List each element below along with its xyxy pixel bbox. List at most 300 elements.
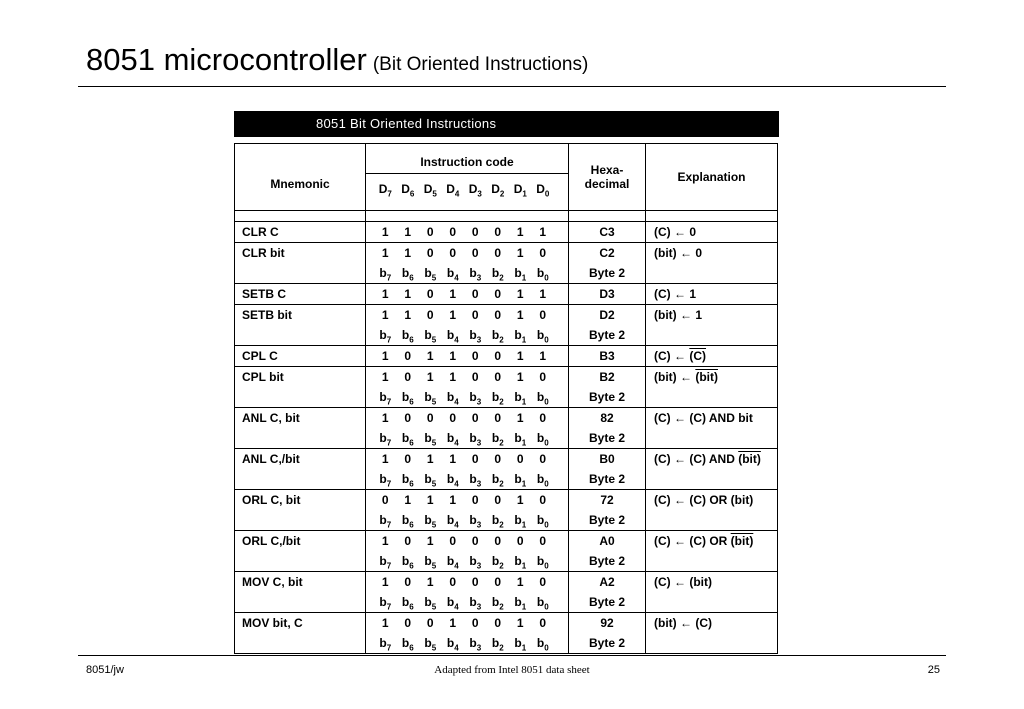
hex-value: B0 — [599, 452, 615, 466]
footer-left: 8051/jw — [86, 664, 124, 676]
hex-cell — [569, 284, 646, 305]
bit-value: $b_5$ — [424, 636, 437, 653]
byte2-bits — [374, 551, 554, 571]
bit-value: $b_7$ — [379, 513, 392, 530]
explanation-cell — [646, 613, 778, 654]
spacer-cell — [569, 211, 646, 222]
bit-value: 1 — [426, 349, 434, 363]
header-bit-label: $D_1$ — [513, 181, 527, 198]
opcode-bits — [374, 305, 554, 325]
opcode-bits — [374, 243, 554, 263]
instruction-code-cell — [366, 222, 569, 243]
explanation-line — [654, 222, 777, 242]
bit-value: 1 — [381, 308, 389, 322]
bit-value: 1 — [426, 534, 434, 548]
bit-value: 1 — [449, 616, 457, 630]
bit-value: 0 — [426, 411, 434, 425]
bit-value: 0 — [494, 411, 502, 425]
bit-value: 0 — [539, 534, 547, 548]
hex-cell — [569, 346, 646, 367]
explanation-cell — [646, 305, 778, 346]
bit-value: 1 — [516, 349, 524, 363]
bit-value: $b_7$ — [379, 431, 392, 448]
explanation-cell — [646, 367, 778, 408]
hex-cell — [569, 305, 646, 346]
bit-value: 0 — [449, 575, 457, 589]
opcode-bits — [374, 613, 554, 633]
byte2-bits — [374, 592, 554, 612]
bit-value: $b_7$ — [379, 636, 392, 653]
bit-value: 0 — [426, 287, 434, 301]
bit-value: $b_0$ — [536, 554, 549, 571]
explanation-cell — [646, 572, 778, 613]
bit-value: 1 — [539, 287, 547, 301]
mnemonic-cell — [235, 490, 366, 531]
bit-value: 1 — [381, 575, 389, 589]
footer-source: Adapted from Intel 8051 data sheet — [434, 664, 590, 676]
opcode-bits — [374, 346, 554, 366]
bit-value: 0 — [449, 225, 457, 239]
bit-value: 1 — [449, 493, 457, 507]
bit-value: 0 — [426, 616, 434, 630]
bit-value: 1 — [404, 308, 412, 322]
byte2-label: Byte 2 — [588, 595, 626, 609]
bit-value: 0 — [539, 370, 547, 384]
bit-value: $b_2$ — [491, 513, 504, 530]
bit-value: $b_4$ — [446, 266, 459, 283]
hex-cell — [569, 408, 646, 449]
bit-value: 1 — [381, 616, 389, 630]
mnemonic-text: SETB C — [242, 287, 287, 301]
explanation-text: (C) ← (C) OR (bit) — [654, 534, 754, 548]
bit-value: 1 — [381, 370, 389, 384]
bit-value: $b_3$ — [469, 595, 482, 612]
table-row — [235, 408, 778, 449]
explanation-line — [654, 531, 777, 551]
bit-value: $b_1$ — [514, 431, 527, 448]
bit-value: $b_3$ — [469, 636, 482, 653]
bit-value: 1 — [381, 349, 389, 363]
hex-value: C3 — [599, 225, 615, 239]
bit-value: $b_6$ — [401, 636, 414, 653]
mnemonic-cell — [235, 305, 366, 346]
bit-value: $b_0$ — [536, 328, 549, 345]
instruction-code-cell — [366, 408, 569, 449]
bit-value: 0 — [471, 616, 479, 630]
header-explanation-label: Explanation — [677, 170, 746, 184]
instruction-code-cell — [366, 243, 569, 284]
byte2-label: Byte 2 — [588, 636, 626, 650]
bit-value: $b_0$ — [536, 595, 549, 612]
byte2-label: Byte 2 — [588, 472, 626, 486]
bit-value: 0 — [494, 575, 502, 589]
explanation-line — [654, 346, 777, 366]
hex-cell — [569, 243, 646, 284]
hex-cell — [569, 367, 646, 408]
byte2-bits — [374, 633, 554, 653]
header-bit-label: $D_4$ — [446, 181, 460, 198]
mnemonic-cell — [235, 346, 366, 367]
table-row — [235, 490, 778, 531]
explanation-text: (C) ← (C) AND bit — [654, 411, 753, 425]
explanation-line — [654, 490, 777, 510]
bit-value: 0 — [539, 493, 547, 507]
bit-value: 1 — [381, 411, 389, 425]
explanation-text: (C) ← (C) OR (bit) — [654, 493, 754, 507]
explanation-cell — [646, 243, 778, 284]
bit-value: 0 — [471, 411, 479, 425]
bit-value: $b_1$ — [514, 328, 527, 345]
header-bit-label: $D_0$ — [536, 181, 550, 198]
bit-value: $b_4$ — [446, 554, 459, 571]
bit-value: 1 — [426, 452, 434, 466]
bit-value: 0 — [471, 452, 479, 466]
explanation-cell — [646, 531, 778, 572]
bit-value: 1 — [516, 411, 524, 425]
bit-value: $b_5$ — [424, 328, 437, 345]
bit-value: $b_2$ — [491, 431, 504, 448]
bit-value: 1 — [449, 308, 457, 322]
bit-value: $b_3$ — [469, 554, 482, 571]
bit-value: $b_0$ — [536, 390, 549, 407]
mnemonic-text: MOV C, bit — [242, 575, 303, 589]
bit-value: $b_2$ — [491, 554, 504, 571]
bit-value: 0 — [494, 246, 502, 260]
bit-value: $b_7$ — [379, 595, 392, 612]
header-bit-label: $D_3$ — [468, 181, 482, 198]
bit-value: 0 — [426, 246, 434, 260]
bit-value: $b_2$ — [491, 472, 504, 489]
explanation-text: (C) ← (bit) — [654, 575, 712, 589]
header-mnemonic-label: Mnemonic — [270, 177, 330, 191]
bit-value: 0 — [516, 534, 524, 548]
spacer-cell — [235, 211, 366, 222]
bit-value: 1 — [404, 246, 412, 260]
opcode-bits — [374, 367, 554, 387]
bit-value: $b_2$ — [491, 328, 504, 345]
bit-value: $b_2$ — [491, 390, 504, 407]
mnemonic-text: ORL C, bit — [242, 493, 301, 507]
mnemonic-text: SETB bit — [242, 308, 292, 322]
bit-value: 1 — [516, 616, 524, 630]
bit-value: 1 — [381, 534, 389, 548]
bit-value: $b_3$ — [469, 431, 482, 448]
mnemonic-text: MOV bit, C — [242, 616, 303, 630]
instruction-code-cell — [366, 572, 569, 613]
bit-value: 1 — [539, 225, 547, 239]
mnemonic-text: ANL C,/bit — [242, 452, 300, 466]
bit-value: $b_5$ — [424, 554, 437, 571]
bit-value: $b_1$ — [514, 595, 527, 612]
header-mnemonic — [235, 144, 366, 211]
bit-value: 0 — [494, 493, 502, 507]
bit-value: 0 — [471, 287, 479, 301]
bit-value: 1 — [404, 287, 412, 301]
byte2-label: Byte 2 — [588, 513, 626, 527]
bit-value: $b_1$ — [514, 636, 527, 653]
explanation-text: (bit) ← 0 — [654, 246, 702, 260]
explanation-text: (C) ← (C) AND (bit) — [654, 452, 761, 466]
table-row — [235, 243, 778, 284]
byte2-label: Byte 2 — [588, 266, 626, 280]
instruction-code-cell — [366, 284, 569, 305]
bit-value: 1 — [516, 287, 524, 301]
bit-value: $b_5$ — [424, 595, 437, 612]
opcode-bits — [374, 572, 554, 592]
hex-value: A2 — [599, 575, 615, 589]
explanation-cell — [646, 490, 778, 531]
bit-value: 0 — [539, 308, 547, 322]
byte2-label: Byte 2 — [588, 390, 626, 404]
header-instruction-code — [366, 144, 569, 211]
bit-value: 1 — [381, 225, 389, 239]
bit-value: $b_7$ — [379, 390, 392, 407]
explanation-cell — [646, 284, 778, 305]
bit-value: 0 — [471, 246, 479, 260]
bit-value: $b_3$ — [469, 472, 482, 489]
bit-value: 0 — [471, 534, 479, 548]
explanation-text: (C) ← 0 — [654, 225, 696, 239]
instruction-code-cell — [366, 305, 569, 346]
bit-value: $b_5$ — [424, 431, 437, 448]
bit-value: 1 — [516, 246, 524, 260]
bit-value: 0 — [471, 575, 479, 589]
hex-value: B3 — [599, 349, 615, 363]
instruction-code-cell — [366, 490, 569, 531]
bit-value: 1 — [516, 225, 524, 239]
instruction-code-cell — [366, 367, 569, 408]
hex-cell — [569, 531, 646, 572]
mnemonic-text: CLR bit — [242, 246, 285, 260]
bit-value: $b_7$ — [379, 328, 392, 345]
bit-value: 1 — [404, 493, 412, 507]
bit-value: 0 — [494, 370, 502, 384]
bit-value: 0 — [471, 493, 479, 507]
hex-value: 92 — [600, 616, 614, 630]
opcode-bits — [374, 449, 554, 469]
bit-value: 1 — [381, 287, 389, 301]
byte2-bits — [374, 469, 554, 489]
bit-value: $b_6$ — [401, 266, 414, 283]
bit-value: 0 — [404, 370, 412, 384]
explanation-text: (C) ← (C) — [654, 349, 706, 363]
bit-value: 0 — [449, 534, 457, 548]
hex-value: D3 — [599, 287, 615, 301]
footer-divider — [78, 655, 946, 656]
byte2-bits — [374, 387, 554, 407]
bit-value: 0 — [539, 452, 547, 466]
bit-value: 0 — [471, 370, 479, 384]
bit-value: $b_6$ — [401, 328, 414, 345]
header-explanation — [646, 144, 778, 211]
bit-value: $b_1$ — [514, 266, 527, 283]
bit-value: $b_4$ — [446, 636, 459, 653]
bit-value: $b_4$ — [446, 513, 459, 530]
bit-value: 0 — [494, 534, 502, 548]
bit-value: $b_4$ — [446, 328, 459, 345]
hex-value: D2 — [599, 308, 615, 322]
table-row — [235, 613, 778, 654]
bit-value: 1 — [516, 308, 524, 322]
table-row — [235, 222, 778, 243]
explanation-text: (bit) ← 1 — [654, 308, 702, 322]
explanation-line — [654, 613, 777, 633]
explanation-cell — [646, 222, 778, 243]
bit-value: $b_0$ — [536, 431, 549, 448]
bit-value: $b_6$ — [401, 554, 414, 571]
table-spacer — [235, 211, 778, 222]
title-subtitle: (Bit Oriented Instructions) — [372, 54, 589, 75]
bit-value: $b_6$ — [401, 431, 414, 448]
bit-value: 0 — [404, 411, 412, 425]
explanation-line — [654, 305, 777, 325]
byte2-label: Byte 2 — [588, 328, 626, 342]
bit-value: 0 — [449, 411, 457, 425]
explanation-text: (bit) ← (bit) — [654, 370, 718, 384]
header-bit-label: $D_7$ — [378, 181, 392, 198]
instruction-code-cell — [366, 346, 569, 367]
instruction-rows — [235, 211, 778, 654]
table-row — [235, 449, 778, 490]
instruction-code-cell — [366, 449, 569, 490]
instruction-table — [234, 143, 778, 654]
mnemonic-cell — [235, 408, 366, 449]
bit-value: 0 — [404, 452, 412, 466]
bit-value: $b_0$ — [536, 636, 549, 653]
title-main: 8051 microcontroller — [86, 42, 367, 77]
bit-value: 0 — [471, 225, 479, 239]
explanation-line — [654, 243, 777, 263]
bit-value: 0 — [404, 616, 412, 630]
hex-value: B2 — [599, 370, 615, 384]
explanation-cell — [646, 408, 778, 449]
mnemonic-cell — [235, 284, 366, 305]
bit-value: 0 — [426, 225, 434, 239]
mnemonic-cell — [235, 531, 366, 572]
table-header-row — [235, 144, 778, 211]
mnemonic-text: ANL C, bit — [242, 411, 300, 425]
page-title — [86, 42, 588, 78]
explanation-cell — [646, 449, 778, 490]
byte2-bits — [374, 263, 554, 283]
table-row — [235, 367, 778, 408]
bit-value: $b_1$ — [514, 513, 527, 530]
bit-value: $b_2$ — [491, 266, 504, 283]
explanation-line — [654, 408, 777, 428]
bit-value: $b_4$ — [446, 431, 459, 448]
figure-banner: 8051 Bit Oriented Instructions — [234, 111, 779, 137]
bit-value: 1 — [426, 575, 434, 589]
mnemonic-cell — [235, 613, 366, 654]
instruction-code-cell — [366, 531, 569, 572]
bit-value: 1 — [426, 370, 434, 384]
bit-value: $b_7$ — [379, 554, 392, 571]
bit-value: 1 — [516, 575, 524, 589]
opcode-bits — [374, 284, 554, 304]
bit-value: 0 — [494, 616, 502, 630]
hex-cell — [569, 572, 646, 613]
opcode-bits — [374, 408, 554, 428]
bit-value: 1 — [539, 349, 547, 363]
bit-value: $b_2$ — [491, 636, 504, 653]
bit-value: $b_3$ — [469, 513, 482, 530]
bit-value: $b_5$ — [424, 513, 437, 530]
table-row — [235, 305, 778, 346]
bit-value: $b_0$ — [536, 266, 549, 283]
bit-value: $b_1$ — [514, 390, 527, 407]
instruction-table-figure — [234, 111, 779, 653]
byte2-bits — [374, 510, 554, 530]
instruction-code-cell — [366, 613, 569, 654]
bit-value: $b_2$ — [491, 595, 504, 612]
hex-cell — [569, 490, 646, 531]
spacer-cell — [366, 211, 569, 222]
bit-value: 0 — [494, 225, 502, 239]
bit-value: $b_3$ — [469, 328, 482, 345]
bit-value: 1 — [449, 370, 457, 384]
table-row — [235, 284, 778, 305]
bit-value: $b_0$ — [536, 513, 549, 530]
bit-value: 0 — [404, 349, 412, 363]
mnemonic-cell — [235, 572, 366, 613]
bit-value: 0 — [381, 493, 389, 507]
bit-value: $b_4$ — [446, 472, 459, 489]
bit-value: 1 — [426, 493, 434, 507]
mnemonic-text: CPL C — [242, 349, 278, 363]
mnemonic-text: CLR C — [242, 225, 279, 239]
bit-value: 0 — [494, 287, 502, 301]
bit-value: 0 — [404, 575, 412, 589]
hex-cell — [569, 449, 646, 490]
byte2-label: Byte 2 — [588, 431, 626, 445]
header-bit-label: $D_2$ — [491, 181, 505, 198]
bit-value: 1 — [516, 370, 524, 384]
opcode-bits — [374, 531, 554, 551]
bit-value: 0 — [539, 411, 547, 425]
byte2-bits — [374, 325, 554, 345]
byte2-bits — [374, 428, 554, 448]
bit-value: 1 — [449, 349, 457, 363]
bit-value: $b_1$ — [514, 472, 527, 489]
bit-value: 0 — [494, 349, 502, 363]
bit-value: 0 — [539, 246, 547, 260]
explanation-line — [654, 284, 777, 304]
mnemonic-text: ORL C,/bit — [242, 534, 301, 548]
hex-value: 82 — [600, 411, 614, 425]
bit-value: 0 — [426, 308, 434, 322]
bit-value: $b_4$ — [446, 390, 459, 407]
header-bit-labels — [374, 174, 554, 204]
mnemonic-text: CPL bit — [242, 370, 284, 384]
bit-value: 0 — [449, 246, 457, 260]
header-instruction-code-label: Instruction code — [366, 151, 568, 174]
bit-value: $b_3$ — [469, 266, 482, 283]
table-row — [235, 346, 778, 367]
bit-value: 0 — [404, 534, 412, 548]
bit-value: $b_7$ — [379, 472, 392, 489]
opcode-bits — [374, 222, 554, 242]
bit-value: 0 — [494, 308, 502, 322]
hex-value: C2 — [599, 246, 615, 260]
bit-value: $b_7$ — [379, 266, 392, 283]
mnemonic-cell — [235, 367, 366, 408]
title-divider — [78, 86, 946, 87]
table-row — [235, 572, 778, 613]
bit-value: $b_6$ — [401, 390, 414, 407]
page-number: 25 — [927, 664, 940, 676]
bit-value: 0 — [494, 452, 502, 466]
bit-value: $b_6$ — [401, 472, 414, 489]
